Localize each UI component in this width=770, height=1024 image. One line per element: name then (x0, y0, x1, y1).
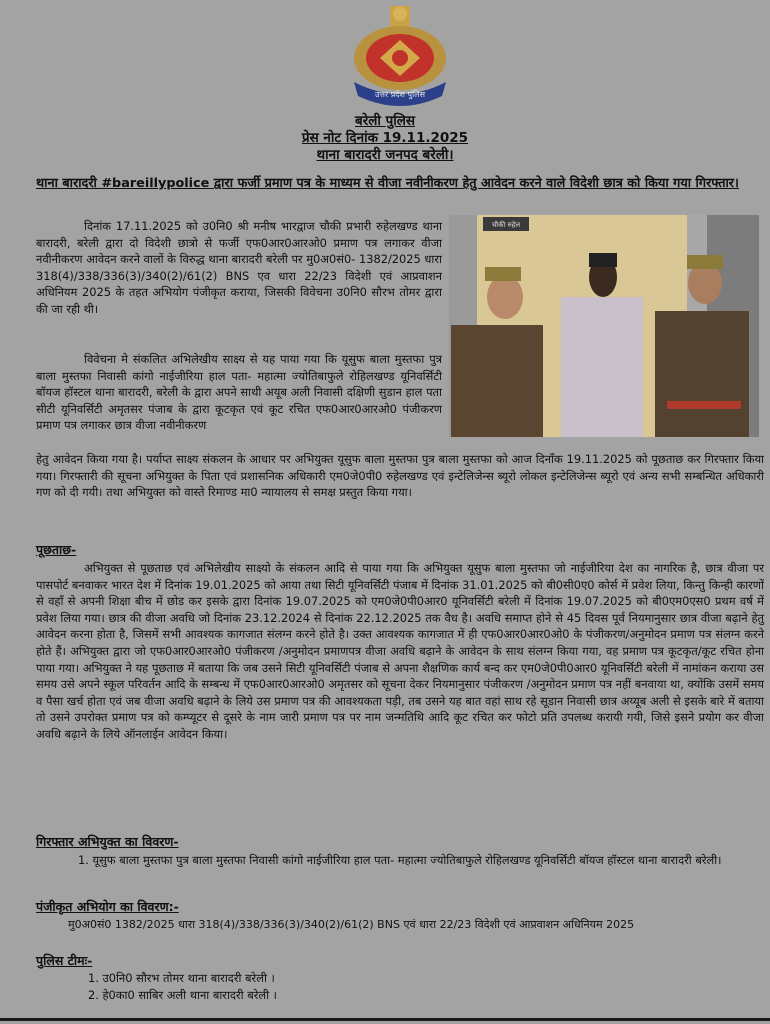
arrest-photo (449, 215, 759, 437)
team-item-2: 2. हे0का0 साबिर अली थाना बारादरी बरेली । (88, 988, 277, 1002)
paragraph-2-part-1: विवेचना मे संकलित अभिलेखीय साक्ष्य से यह पाया गया कि यूसुफ बाला मुस्तफा पुत्र बाला मुस्तफा निवासी कांगो नाईजीरिया हाल पता- महात्मा ज्योतिबाफुले रोहिलखण्ड यूनिवर्सिटी बॉयज हॉस्टल थाना बारादरी, बरेली के द्वारा अपने साथी अयूब अली निवासी दक्षिणी सुडान हाल पता सीटी यूनिवर्सिटी अमृतसर पंजाब के द्वारा कूटकृत एवं कूट रचित एफ0आर0आरओ0 पंजीकरण प्रमाण पत्र लगाकर छात्र वीजा नवीनीकरण (36, 352, 442, 433)
up-police-emblem-icon (340, 6, 460, 110)
paragraph-1: दिनांक 17.11.2025 को उ0नि0 श्री मनीष भारद्वाज चौकी प्रभारी रुहेलखण्ड थाना बारादरी, बरेली द्वारा दो विदेशी छात्रो से फर्जी एफ0आर0आरओ0 प्रमाण पत्र लगाकर वीजा नवीनीकरण आवेदन करने वालों के विरुद्ध थाना बारादरी बरेली पर मु0अ0सं0- 1382/2025 धारा 318(4)/338/336(3)/340(2)/61(2) BNS एव धारा 22/23 विदेशी एवं आप्रवाशन अधिनियम 2025 के तहत अभियोग पंजीकृत कराया, जिसकी विवेचना उ0नि0 सौरभ तोमर द्वारा की जा रही थी। (36, 219, 442, 316)
arrested-item-1: 1. यूसुफ बाला मुस्तफा पुत्र बाला मुस्तफा निवासी कांगो नाईजीरिया हाल पता- महात्मा ज्योतिबाफुले रोहिलखण्ड यूनिवर्सिटी बॉयज हॉस्टल थाना बारादरी बरेली। (78, 853, 722, 867)
headline: थाना बारादरी #bareillypolice द्वारा फर्जी प्रमाण पत्र के माध्यम से वीजा नवीनीकरण हेतु आवेदन करने वाले विदेशी छात्र को किया गया गिरफ्तार। (36, 176, 739, 191)
case-text: मु0अ0सं0 1382/2025 धारा 318(4)/338/336(3)/340(2)/61(2) BNS एवं धारा 22/23 विदेशी एवं आप्रवाशन अधिनियम 2025 (68, 918, 635, 931)
header-line-1: बरेली पुलिस (354, 113, 416, 129)
arrested-title: गिरफ्तार अभियुक्त का विवरण- (36, 834, 179, 849)
bottom-rule (0, 1018, 770, 1021)
header-line-3: थाना बारादरी जनपद बरेली। (316, 147, 454, 163)
photo-sign-text: चौकी रुहेल (491, 221, 521, 229)
interrogation-title: पूछताछ- (36, 542, 77, 557)
header-line-2: प्रेस नोट दिनांक 19.11.2025 (301, 130, 469, 146)
team-item-1: 1. उ0नि0 सौरभ तोमर थाना बारादरी बरेली । (88, 971, 275, 985)
team-title: पुलिस टीमः- (36, 953, 93, 968)
paragraph-2-part-2: हेतु आवेदन किया गया है। पर्याप्त साक्ष्य संकलन के आधार पर अभियुक्त यूसुफ बाला मुस्तफा पुत्र बाला मुस्तफा को आज दिनाँक 19.11.2025 को पूछताछ कर गिरफ्तार किया गया। गिरफ्तारी की सूचना अभियुक्त के पिता एवं प्रशासनिक अधिकारी एम0जे0पी0 रुहेलखण्ड एवं इन्टेलिजेन्स ब्यूरो लोकल इन्टेलिजेन्स ब्यूरो एवं अन्य सभी सम्बन्धित अधिकारी गण को दी गयी। तथा अभियुक्त को वास्ते रिमाण्ड मा0 न्यायालय से समक्ष प्रस्तुत किया गया। (36, 452, 764, 500)
emblem-ribbon-text: उत्तर प्रदेश पुलिस (375, 90, 425, 99)
interrogation-text: अभियुक्त से पूछताछ एवं अभिलेखीय साक्ष्यो के संकलन आदि से पाया गया कि अभियुक्त यूसुफ बाला मुस्तफा जो नाईजीरिया देश का नागरिक है, छात्र वीजा पर पासपोर्ट बनवाकर भारत देश में दिनांक 19.01.2025 को आया तथा सिटी यूनिवर्सिटी पंजाब में दिनांक 31.01.2025 को बी0सी0ए0 कोर्स में प्रवेश लिया, किन्तु किन्ही कारणों से वहाँ से अपनी शिक्षा बीच में छोड कर इसके द्वारा दिनांक 19.07.2025 को एम0जे0पी0आर0 यूनिवर्सिटी बरेली में दिनांक 19.07.2025 को बी0एम0एस0 प्रथम वर्ष में प्रवेश लिया गया। छात्र की वीजा अवधि जो दिनांक 23.12.2024 से दिनांक 22.12.2025 तक वैध है। अवधि समाप्त होने से 45 दिवस पूर्व नियमानुसार छात्र वीजा बढ़ाने हेतु आवेदन करना होता है, जिसमें सभी आवश्यक कागजात संलग्न करने होते है। उक्त आवश्यक कागजात में ही एफ0आर0आर0ओ0 के पंजीकरण/अनुमोदन प्रमाण पत्र संलग्न करने होते हैं। अभियुक्त द्वारा जो एफ0आर0आरओ0 पंजीकरण /अनुमोदन प्रमाणपत्र वीजा अवधि बढ़ाने के आवेदन के साथ संलग्न किया गया, वह प्रमाण पत्र कूटकृत/कूट रचित होना पाया गया। अभियुक्त ने यह पूछताछ में बताया कि जब उसने सिटी यूनिवर्सिटी पंजाब से अपना शैक्षणिक कार्य बन्द कर एम0जे0पी0आर0 यूनिवर्सिटी बरेली में नामांकन कराया उस समय उसे अपने स्कूल परिवर्तन आदि के सम्बन्ध में एफ0आर0आरओ0 अमृतसर को सूचना देकर नियमानुसार पंजीकरण /अनुमोदन प्रमाण पत्र नहीं बनवाया था, क्योंकि उसमें समय व पैसा खर्च होता एवं जब वीजा अवधि बढ़ाने के लिये उस प्रमाण पत्र की आवश्यकता पड़ी, तब उसने यह बात वहां साथ रहे सूडान निवासी छात्र अय्यूब अली से इसके बारे में बताया तो उसने उपरोक्त प्रमाण पत्र को कम्प्यूटर से दूसरे के नाम जारी प्रमाण पत्र पर नाम जन्मतिथि आदि कूट रचित कर फोटो प्रति उपलब्ध करायी गयी, जिसे इसने प्रयोग कर वीजा अवधि बढ़ाने के लिये ऑनलाईन आवेदन किया। (36, 561, 764, 741)
case-title: पंजीकृत अभियोग का विवरण:- (36, 899, 179, 914)
